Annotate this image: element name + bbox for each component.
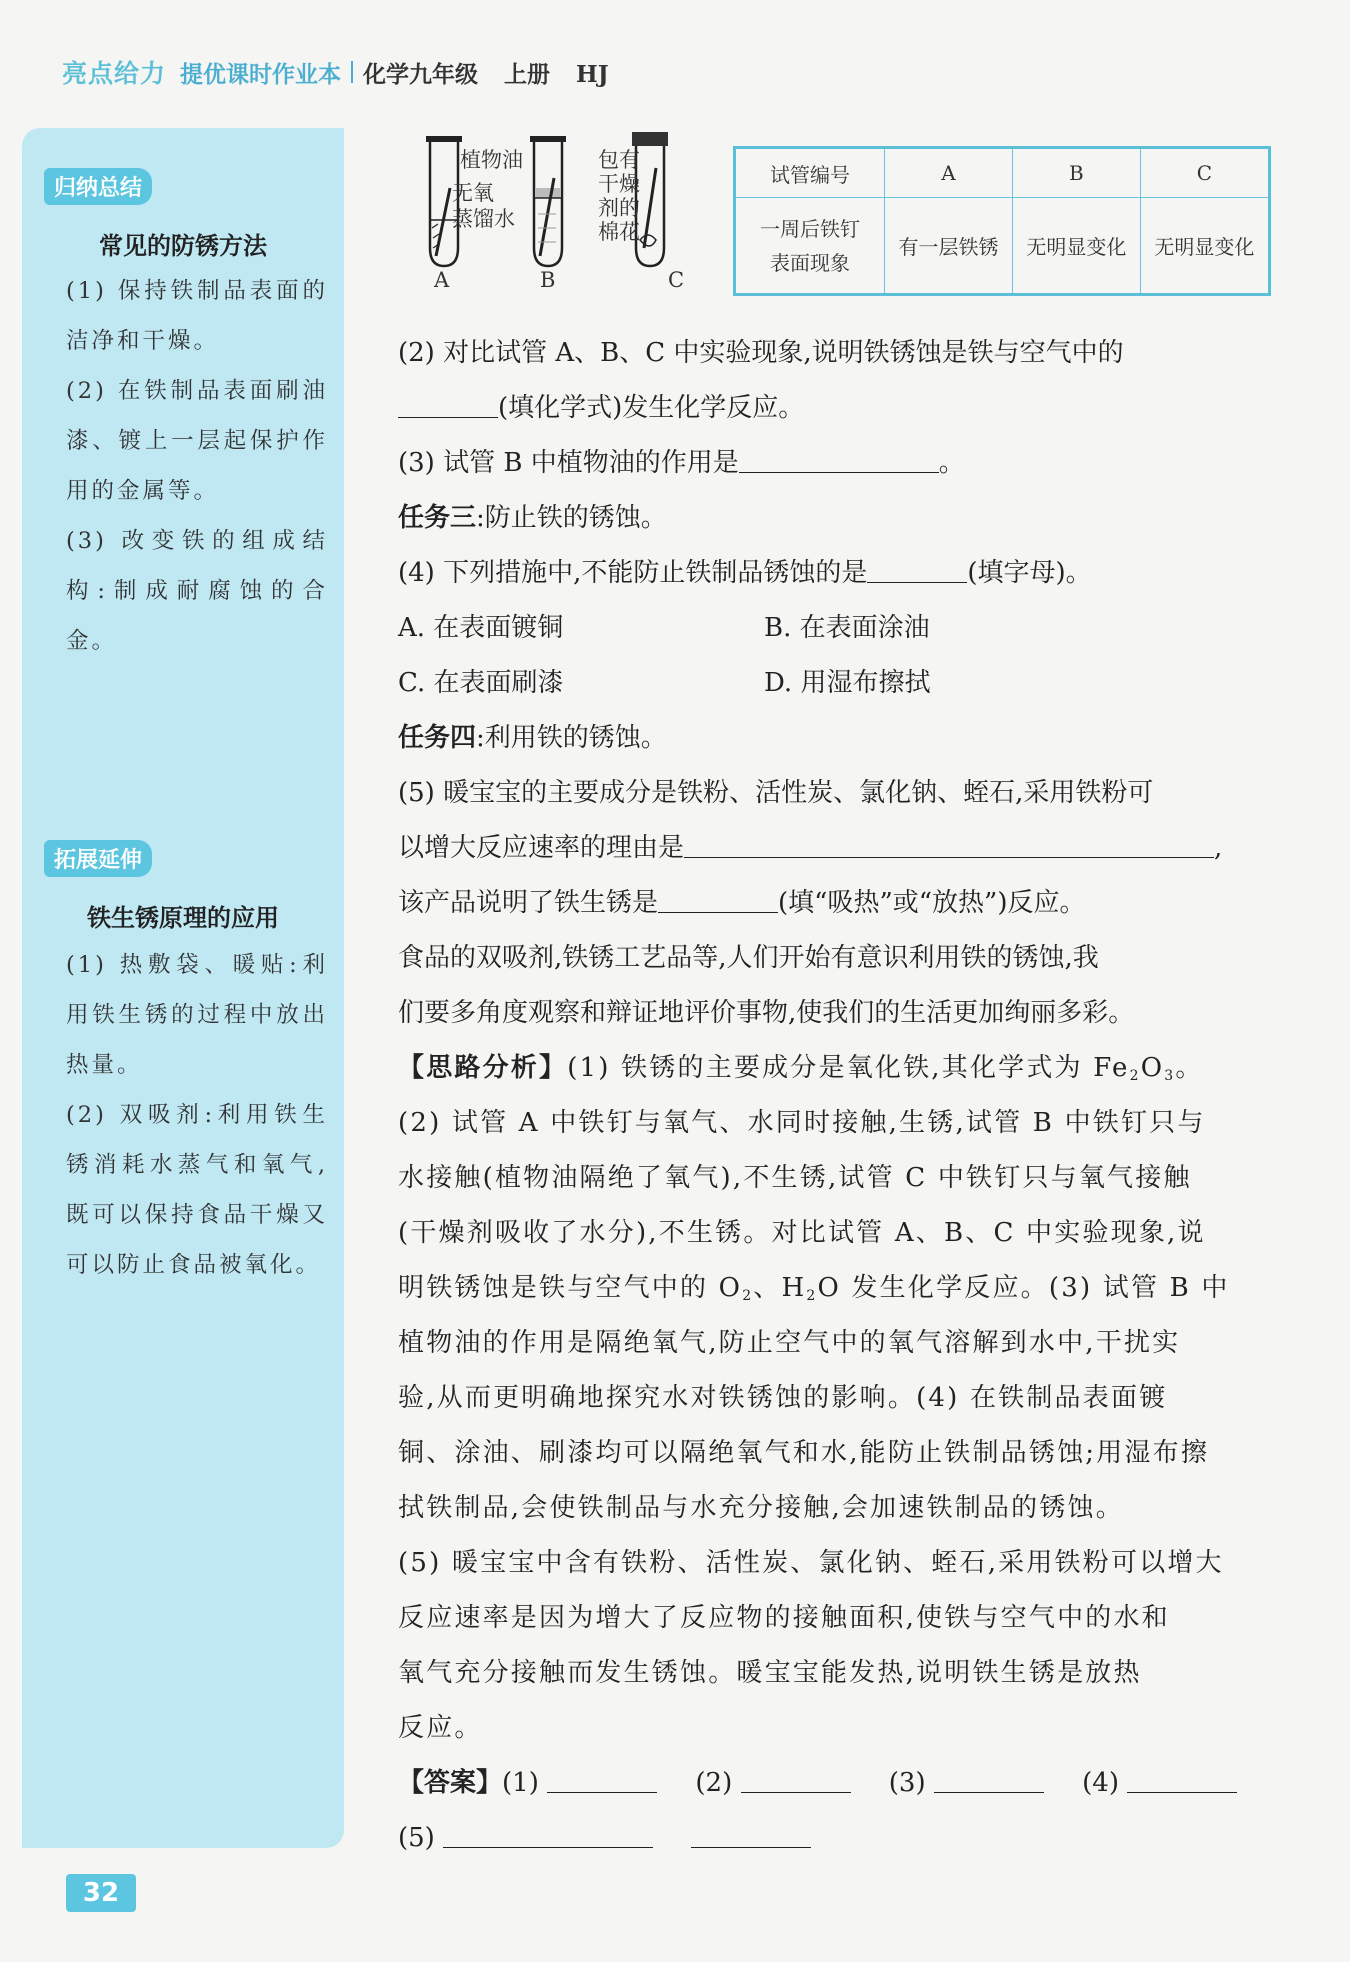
analysis-line: 反应。 [398, 1713, 483, 1743]
table-cell: 无明显变化 [1012, 198, 1140, 295]
task-text: :防止铁的锈蚀。 [476, 503, 667, 533]
task-title: 任务四 [398, 723, 477, 753]
paragraph-line: 食品的双吸剂,铁锈工艺品等,人们开始有意识利用铁的锈蚀,我 [398, 943, 1099, 973]
answer-blank-1[interactable] [547, 1762, 657, 1793]
edition-label: HJ [576, 60, 609, 88]
table-header-cell: 试管编号 [735, 148, 885, 198]
answer-number: (1) [502, 1768, 539, 1798]
badge-extension: 拓展延伸 [44, 840, 152, 877]
analysis-line: (干燥剂吸收了水分),不生锈。对比试管 A、B、C 中实验现象,说 [398, 1218, 1206, 1248]
table-cell: 有一层铁锈 [885, 198, 1013, 295]
question-5-cont [398, 876, 1296, 931]
options-row [398, 601, 1296, 656]
answer-number: (2) [695, 1768, 733, 1798]
analysis-line: 拭铁制品,会使铁制品与水充分接触,会加速铁制品的锈蚀。 [398, 1493, 1124, 1523]
question-2 [398, 326, 1296, 381]
answer-blank-4[interactable] [1127, 1762, 1237, 1793]
sidebar-item: (2) 双吸剂:利用铁生锈消耗水蒸气和氧气,既可以保持食品干燥又可以防止食品被氧化。 [66, 1102, 328, 1278]
subscript: 2 [806, 1288, 818, 1304]
sidebar-item: (1) 热敷袋、暖贴:利用铁生锈的过程中放出热量。 [66, 952, 328, 1078]
option-a: A. 在表面镀铜 [398, 613, 564, 643]
question-text: (填“吸热”或“放热”)反应。 [778, 888, 1086, 918]
table-header-cell: C [1140, 148, 1269, 198]
analysis-text: 明铁锈蚀是铁与空气中的 O [398, 1273, 743, 1303]
table-header-cell: B [1012, 148, 1140, 198]
question-text: (2) 对比试管 A、B、C 中实验现象,说明铁锈蚀是铁与空气中的 [398, 338, 1124, 368]
question-text: (3) 试管 B 中植物油的作用是 [398, 448, 739, 478]
analysis-label: 【思路分析】 [398, 1053, 568, 1083]
table-row [735, 198, 1270, 295]
sidebar-item: (1) 保持铁制品表面的洁净和干燥。 [66, 278, 328, 354]
question-2-cont [398, 381, 1296, 436]
sidebar-heading-rust-application: 铁生锈原理的应用 [87, 904, 279, 932]
question-3 [398, 436, 1296, 491]
question-text: (5) 暖宝宝的主要成分是铁粉、活性炭、氯化钠、蛭石,采用铁粉可 [398, 778, 1154, 808]
task-text: :利用铁的锈蚀。 [476, 723, 667, 753]
test-tube-figure [400, 128, 700, 298]
analysis-line [398, 1041, 1296, 1096]
label-tube-b: B [540, 268, 556, 292]
answer-label: 【答案】 [398, 1768, 503, 1798]
question-text: (填字母)。 [967, 558, 1092, 588]
answer-blank[interactable] [658, 882, 778, 913]
subscript: 3 [1164, 1068, 1176, 1084]
page-header [62, 52, 635, 92]
brand-logo: 亮点给力 [62, 59, 167, 88]
badge-summary: 归纳总结 [44, 168, 152, 205]
options-row [398, 656, 1296, 711]
analysis-text: 。 [1175, 1053, 1204, 1083]
paragraph-line: 们要多角度观察和辩证地评价事物,使我们的生活更加绚丽多彩。 [398, 998, 1135, 1028]
answer-number: (5) [398, 1823, 435, 1853]
analysis-section [398, 1041, 1296, 1756]
label-dry-cotton: 包有 干燥 剂的 棉花 [598, 148, 640, 244]
answer-row [398, 1756, 1296, 1811]
analysis-line: 氧气充分接触而发生锈蚀。暖宝宝能发热,说明铁生锈是放热 [398, 1658, 1142, 1688]
analysis-line: (2) 试管 A 中铁钉与氧气、水同时接触,生锈,试管 B 中铁钉只与 [398, 1108, 1206, 1138]
label-tube-a: A [434, 268, 450, 292]
analysis-line: 反应速率是因为增大了反应物的接触面积,使铁与空气中的水和 [398, 1603, 1170, 1633]
task-title: 任务三 [398, 503, 477, 533]
volume-label: 上册 [504, 60, 551, 88]
series-name: 提优课时作业本 [180, 61, 342, 88]
option-d: D. 用湿布擦拭 [764, 668, 931, 698]
answer-blank-3[interactable] [934, 1762, 1044, 1793]
question-4 [398, 546, 1296, 601]
sidebar-text-prevention [66, 266, 328, 666]
sidebar-item: (2) 在铁制品表面刷油漆、镀上一层起保护作用的金属等。 [66, 378, 328, 504]
table-cell: 无明显变化 [1140, 198, 1269, 295]
subscript: 2 [1129, 1068, 1141, 1084]
sidebar-text-application [66, 940, 328, 1290]
question-text: (4) 下列措施中,不能防止铁制品锈蚀的是 [398, 558, 868, 588]
analysis-text: 、H [753, 1273, 807, 1303]
answer-blank[interactable] [867, 552, 967, 583]
answer-blank[interactable] [739, 442, 939, 473]
subscript: 2 [742, 1288, 754, 1304]
analysis-line: 验,从而更明确地探究水对铁锈蚀的影响。(4) 在铁制品表面镀 [398, 1383, 1168, 1413]
option-c: C. 在表面刷漆 [398, 668, 564, 698]
analysis-line: 植物油的作用是隔绝氧气,防止空气中的氧气溶解到水中,干扰实 [398, 1328, 1181, 1358]
table-header-cell: A [885, 148, 1013, 198]
header-divider [351, 61, 353, 83]
page-number: 32 [66, 1874, 136, 1912]
label-oxygen-free-water: 无氧 蒸馏水 [452, 181, 515, 231]
answer-number: (3) [888, 1768, 926, 1798]
question-text: 以增大反应速率的理由是 [398, 833, 685, 863]
answer-blank-2[interactable] [741, 1762, 851, 1793]
option-b: B. 在表面涂油 [764, 613, 930, 643]
answer-blank-5a[interactable] [443, 1817, 653, 1848]
analysis-text: O 发生化学反应。(3) 试管 B 中 [817, 1273, 1230, 1303]
question-text: (填化学式)发生化学反应。 [498, 393, 805, 423]
answer-number: (4) [1082, 1768, 1119, 1798]
analysis-text: (1) 铁锈的主要成分是氧化铁,其化学式为 Fe [567, 1053, 1130, 1083]
task-4 [398, 711, 1296, 766]
answer-blank[interactable] [684, 827, 1214, 858]
question-5-cont [398, 821, 1296, 876]
analysis-line: (5) 暖宝宝中含有铁粉、活性炭、氯化钠、蛭石,采用铁粉可以增大 [398, 1548, 1224, 1578]
question-5 [398, 766, 1296, 821]
sidebar-item: (3) 改变铁的组成结构:制成耐腐蚀的合金。 [66, 528, 328, 654]
question-text: 该产品说明了铁生锈是 [398, 888, 659, 918]
label-vegetable-oil: 植物油 [460, 148, 523, 172]
analysis-text: O [1140, 1053, 1165, 1083]
result-table [733, 146, 1271, 296]
answer-row [398, 1811, 1296, 1866]
book-title [363, 56, 635, 89]
analysis-line: 水接触(植物油隔绝了氧气),不生锈,试管 C 中铁钉只与氧气接触 [398, 1163, 1192, 1193]
analysis-line: 铜、涂油、刷漆均可以隔绝氧气和水,能防止铁制品锈蚀;用湿布擦 [398, 1438, 1210, 1468]
table-cell: 一周后铁钉 表面现象 [735, 198, 885, 295]
table-header-row [735, 148, 1270, 198]
answer-blank-5b[interactable] [691, 1817, 811, 1848]
answer-blank[interactable] [398, 387, 498, 418]
question-text: 。 [938, 448, 965, 478]
task-3 [398, 491, 1296, 546]
subject-label: 化学九年级 [363, 60, 479, 88]
analysis-line [398, 1261, 1296, 1316]
sidebar-heading-rust-prevention: 常见的防锈方法 [99, 232, 267, 260]
label-tube-c: C [668, 268, 685, 292]
main-content [398, 326, 1296, 1866]
question-text: , [1214, 833, 1223, 863]
